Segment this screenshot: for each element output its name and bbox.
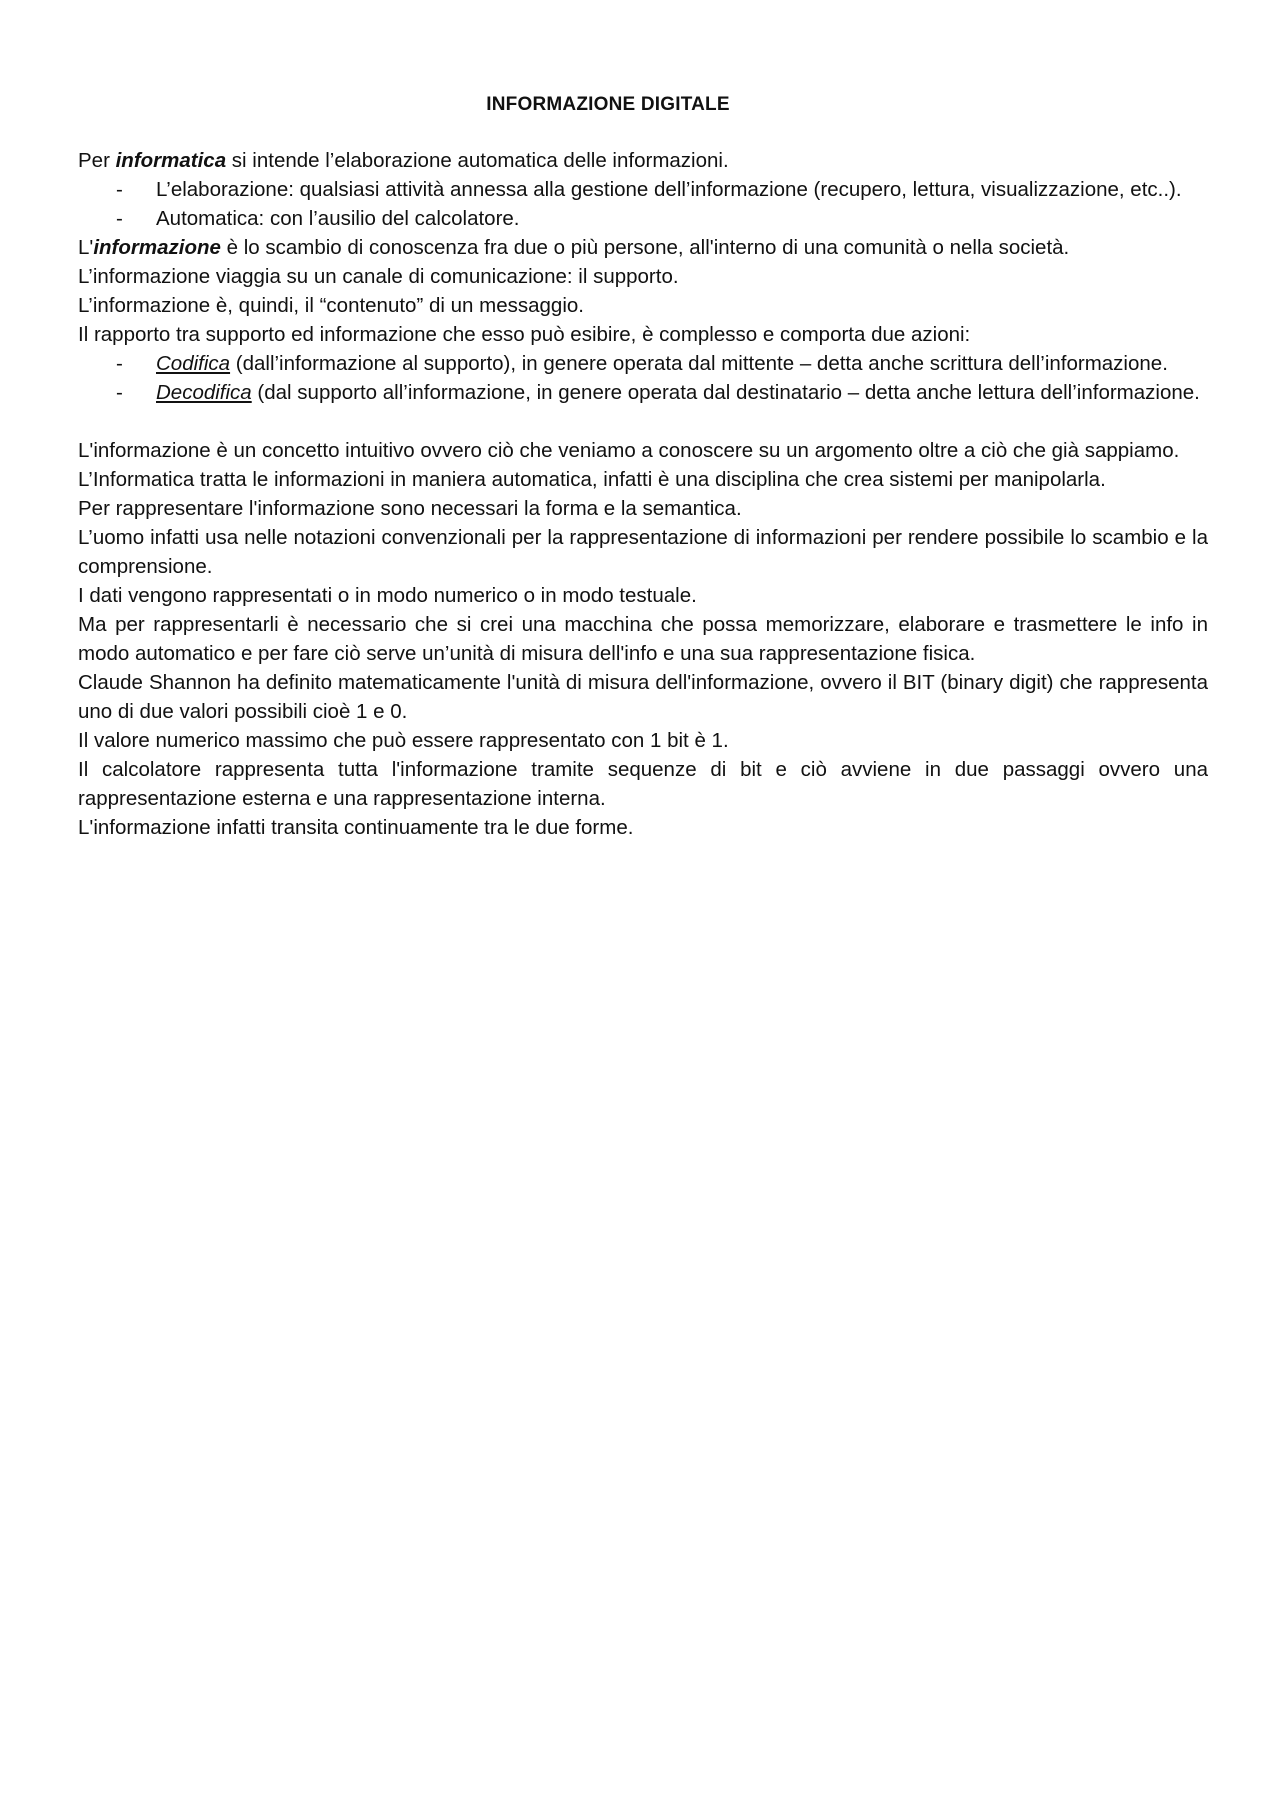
list-item-text: L’elaborazione: qualsiasi attività annessa alla gestione dell’informazione (recupero, lettura, visualizzazione, etc..). (156, 178, 1182, 201)
page-title: INFORMAZIONE DIGITALE (486, 94, 730, 115)
paragraph: Il calcolatore rappresenta tutta l'informazione tramite sequenze di bit e ciò avviene in due passaggi ovvero una rappresentazione esterna e una rappresentazione interna. (78, 758, 1208, 810)
paragraph: L’uomo infatti usa nelle notazioni convenzionali per la rappresentazione di informazioni per rendere possibile lo scambio e la comprensione. (78, 526, 1208, 578)
paragraph: Per rappresentare l'informazione sono necessari la forma e la semantica. (78, 497, 742, 520)
text-line: Il rapporto tra supporto ed informazione che esso può esibire, è complesso e comporta due azioni: (78, 323, 971, 346)
list-item (78, 175, 1208, 204)
paragraph-gap (78, 407, 1208, 436)
bullet-dash: - (116, 207, 123, 230)
document-body (78, 146, 1208, 842)
list-item (78, 204, 1208, 233)
intro-paragraph: Per informatica si intende l’elaborazione automatica delle informazioni. (78, 149, 729, 172)
list-item: - Decodifica (dal supporto all’informazione, in genere operata dal destinatario – detta anche lettura dell’informazione. (78, 378, 1208, 407)
paragraph: Claude Shannon ha definito matematicamente l'unità di misura dell'informazione, ovvero il BIT (binary digit) che rappresenta uno di due valori possibili cioè 1 e 0. (78, 671, 1208, 723)
bullet-dash: - (116, 352, 123, 375)
term-informatica: informatica (115, 149, 227, 172)
term-codifica: Codifica (156, 352, 231, 375)
paragraph: I dati vengono rappresentati o in modo numerico o in modo testuale. (78, 584, 697, 607)
list-item-text: Automatica: con l’ausilio del calcolatore. (156, 207, 520, 230)
list-item: - Codifica (dall’informazione al supporto), in genere operata dal mittente – detta anche scrittura dell’informazione. (78, 349, 1208, 378)
term-decodifica: Decodifica (156, 381, 252, 404)
paragraph: L’Informatica tratta le informazioni in maniera automatica, infatti è una disciplina che crea sistemi per manipolarla. (78, 468, 1106, 491)
paragraph: L'informazione è un concetto intuitivo ovvero ciò che veniamo a conoscere su un argomento oltre a ciò che già sappiamo. (78, 439, 1180, 462)
paragraph: Il valore numerico massimo che può essere rappresentato con 1 bit è 1. (78, 729, 729, 752)
text-line: L’informazione è, quindi, il “contenuto” di un messaggio. (78, 294, 584, 317)
bullet-dash: - (116, 381, 123, 404)
text-line: L’informazione viaggia su un canale di comunicazione: il supporto. (78, 265, 679, 288)
paragraph: Ma per rappresentarli è necessario che si crei una macchina che possa memorizzare, elaborare e trasmettere le info in modo automatico e per fare ciò serve un’unità di misura dell'info e una sua rappresentazione fisica. (78, 613, 1208, 665)
definition-paragraph: L'informazione è lo scambio di conoscenza fra due o più persone, all'interno di una comunità o nella società. (78, 236, 1070, 259)
paragraph: L'informazione infatti transita continuamente tra le due forme. (78, 816, 634, 839)
term-informazione: informazione (93, 236, 221, 259)
bullet-dash: - (116, 178, 123, 201)
